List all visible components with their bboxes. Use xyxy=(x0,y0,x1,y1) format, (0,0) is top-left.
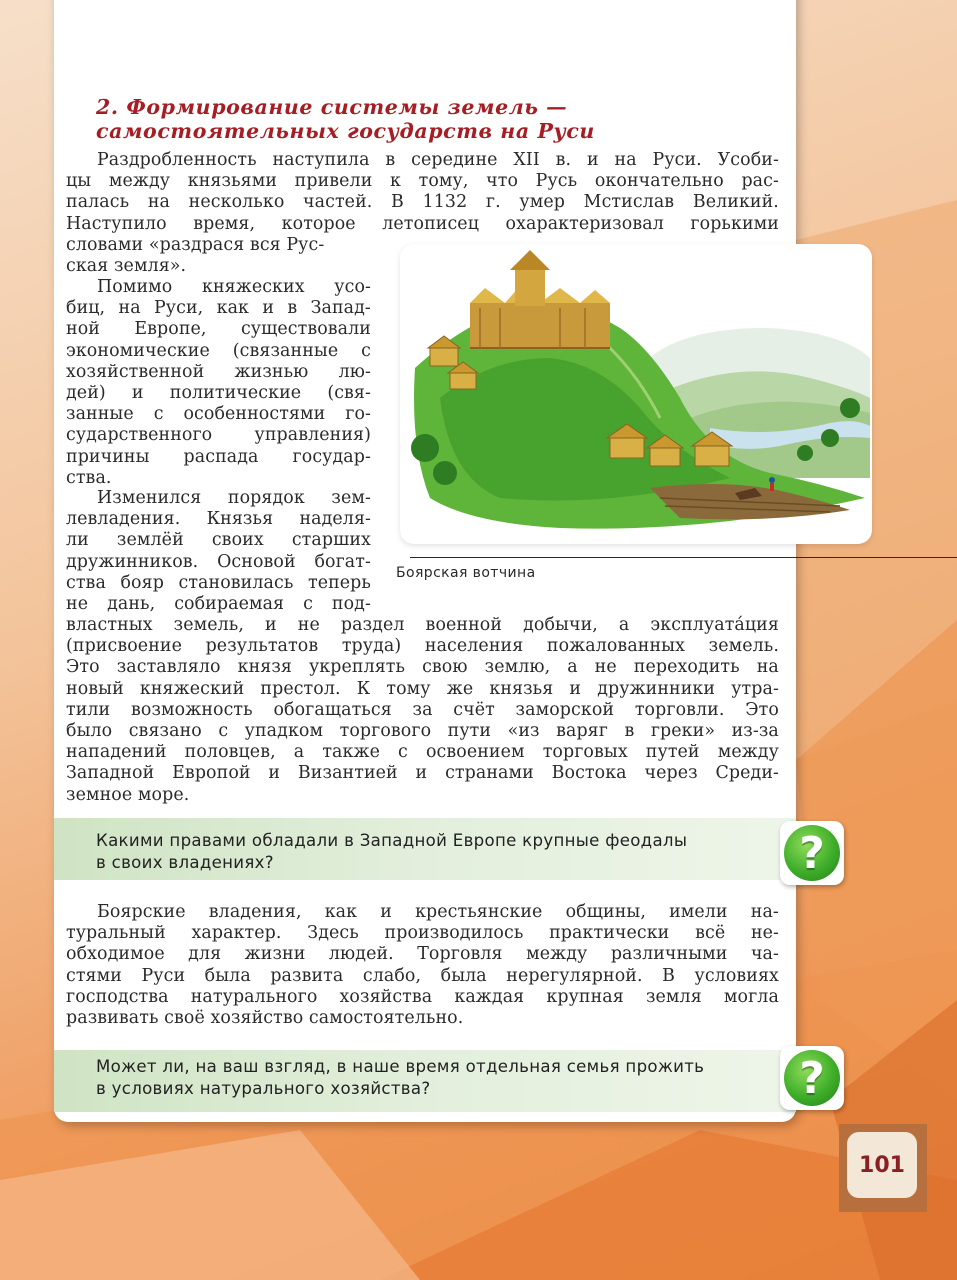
word: не- xyxy=(750,923,779,944)
word: к xyxy=(390,171,402,192)
word: рас- xyxy=(741,171,779,192)
word: владения, xyxy=(208,902,302,922)
word: которое xyxy=(281,213,356,234)
word: результатов xyxy=(205,636,319,657)
word: Мстислав xyxy=(583,192,675,213)
text-line xyxy=(66,277,371,298)
word: торгового xyxy=(339,721,432,742)
word: умер xyxy=(519,192,566,213)
word: Усоби- xyxy=(717,150,779,170)
word: а xyxy=(567,657,578,678)
word: не xyxy=(297,615,320,635)
word: привели xyxy=(294,171,373,192)
word: 1132 xyxy=(422,192,468,213)
heading-line-1: 2. Формирование системы земель — xyxy=(96,95,568,119)
question-1-line-1: Какими правами обладали в Западной Европе крупные феодалы xyxy=(96,831,688,850)
word: слабо, xyxy=(362,965,422,986)
word: в xyxy=(385,150,396,170)
text-line-content: развивать своё хозяйство самостоятельно. xyxy=(66,1008,464,1029)
word: греки» xyxy=(650,721,716,742)
heading-line-2: самостоятельных государств на Руси xyxy=(96,119,595,143)
boyar-estate-illustration xyxy=(410,248,870,538)
word: существовали xyxy=(240,319,371,340)
word: укреплять xyxy=(308,657,406,678)
word: князя xyxy=(237,657,292,678)
word: Европе, xyxy=(134,319,207,340)
word: (присвоение xyxy=(66,636,182,657)
word: наступила xyxy=(272,150,370,170)
word: общины, xyxy=(565,902,646,922)
text-line xyxy=(66,214,779,235)
word: Руси xyxy=(141,965,186,986)
word: и xyxy=(262,298,275,319)
text-line xyxy=(66,763,779,784)
paragraph-4 xyxy=(66,902,779,1029)
word: господства xyxy=(66,986,169,1007)
text-line xyxy=(66,192,779,213)
word: свою xyxy=(422,657,468,678)
text-line xyxy=(66,594,371,615)
text-line-content: словами «раздрася вся Рус- xyxy=(66,235,325,255)
word: Среди- xyxy=(715,763,779,784)
word: и xyxy=(380,902,392,922)
text-line xyxy=(66,447,371,468)
word: пожалованных xyxy=(546,636,686,657)
word: ства xyxy=(66,572,106,593)
illustration-caption: Боярская вотчина xyxy=(396,565,536,581)
word: на- xyxy=(750,902,779,922)
word: престол. xyxy=(260,678,341,699)
word: окончательно xyxy=(594,171,724,192)
word: Это xyxy=(66,657,100,678)
text-line xyxy=(66,657,779,678)
word: князьями xyxy=(187,171,278,192)
word: частей. xyxy=(303,192,373,213)
word: Востока xyxy=(551,763,627,784)
word: новый xyxy=(66,678,124,699)
word: утра- xyxy=(731,678,779,699)
word: под- xyxy=(331,594,371,615)
text-line xyxy=(66,425,371,446)
word: заморской xyxy=(515,699,615,720)
text-line xyxy=(66,679,779,700)
word: Торговля xyxy=(417,944,503,965)
text-line xyxy=(66,256,371,277)
word: земля xyxy=(645,986,702,1007)
word: как xyxy=(324,902,358,922)
text-line xyxy=(66,700,779,721)
word: а xyxy=(618,615,630,635)
word: Русь xyxy=(535,171,578,192)
word: Здесь xyxy=(307,923,359,944)
word: и xyxy=(586,150,599,170)
word: В xyxy=(391,192,404,213)
text-line xyxy=(66,150,779,171)
word: труда) xyxy=(341,636,402,657)
word: тому xyxy=(386,678,431,699)
text-line xyxy=(66,383,371,404)
word: экономические xyxy=(66,340,210,361)
word: варяг xyxy=(556,721,608,742)
word: на xyxy=(614,150,637,170)
word: эксплуатáция xyxy=(650,615,779,635)
word: Византией xyxy=(297,763,398,784)
paragraph-2 xyxy=(66,277,371,489)
word: дружинники xyxy=(597,678,716,699)
word: богат- xyxy=(314,551,371,572)
text-line xyxy=(66,530,371,551)
word: Основой xyxy=(217,551,296,572)
word: а xyxy=(293,742,305,763)
text-line xyxy=(66,944,779,965)
word: охарактеризовал xyxy=(505,213,664,234)
word: крупная xyxy=(546,986,624,1007)
word: из-за xyxy=(731,721,779,742)
word: обогащаться xyxy=(273,699,392,720)
word: также xyxy=(322,742,380,763)
word: практически xyxy=(549,923,670,944)
word: лю- xyxy=(338,361,371,382)
word: как xyxy=(216,298,250,319)
word: с xyxy=(398,742,408,763)
text-line xyxy=(66,171,779,192)
word: между xyxy=(717,742,779,763)
word: Изменился xyxy=(97,488,202,508)
word: раздел xyxy=(340,615,405,635)
word: Великий. xyxy=(692,192,779,213)
text-line xyxy=(66,468,371,489)
word: летописец xyxy=(382,213,479,234)
word: порядок xyxy=(227,488,305,508)
word: биц, xyxy=(66,298,106,319)
text-line xyxy=(66,721,779,742)
word: с xyxy=(153,404,164,425)
caption-rule xyxy=(410,557,957,558)
text-line xyxy=(66,615,779,636)
word: время, xyxy=(193,213,256,234)
text-line xyxy=(66,552,371,573)
word: для xyxy=(188,944,222,965)
word: политические xyxy=(169,383,302,404)
word: зем- xyxy=(331,488,371,508)
text-line xyxy=(66,235,371,256)
word: дань, xyxy=(107,594,156,615)
word: освоением xyxy=(425,742,525,763)
text-line xyxy=(66,488,371,509)
text-line xyxy=(66,298,371,319)
word: счёт xyxy=(453,699,495,720)
text-line xyxy=(66,319,371,340)
word: го- xyxy=(345,404,371,425)
word: в xyxy=(287,298,298,319)
word: могла xyxy=(723,986,779,1007)
word: Помимо xyxy=(97,277,173,297)
word: за xyxy=(412,699,433,720)
question-badge-1 xyxy=(780,821,844,885)
word: и xyxy=(131,383,144,404)
word: занные xyxy=(66,404,134,425)
text-line xyxy=(66,902,779,923)
question-2-text xyxy=(96,1056,704,1099)
word: переходить xyxy=(633,657,740,678)
word: натурального xyxy=(190,986,318,1007)
word: дей) xyxy=(66,383,106,404)
word: Наступило xyxy=(66,213,167,234)
word: путей xyxy=(645,742,700,763)
word: всё xyxy=(695,923,726,944)
word: середине xyxy=(411,150,498,170)
word: через xyxy=(644,763,698,784)
word: военной xyxy=(425,615,503,635)
word: старших xyxy=(291,530,371,551)
word: и xyxy=(415,763,428,784)
word: с xyxy=(361,340,371,361)
word: несколько xyxy=(188,192,285,213)
word: было xyxy=(66,721,113,742)
word: населения xyxy=(424,636,524,657)
word: распада xyxy=(183,446,259,467)
word: производилось xyxy=(384,923,524,944)
word: земель, xyxy=(173,615,244,635)
paragraph-3-narrow xyxy=(66,488,371,615)
word: управления) xyxy=(254,425,371,446)
word: землю, xyxy=(484,657,551,678)
text-line-content: ская земля». xyxy=(66,256,187,277)
word: хозяйственной xyxy=(66,361,205,382)
word: сударственного xyxy=(66,425,213,446)
word: крестьянские xyxy=(415,902,543,922)
paragraph-3-full xyxy=(66,615,779,806)
word: различными xyxy=(610,944,728,965)
word: упадком xyxy=(244,721,324,742)
word: XII xyxy=(513,150,540,170)
question-1-text xyxy=(96,830,687,873)
word: княжеских xyxy=(202,277,305,297)
word: Боярские xyxy=(97,902,186,922)
word: палась xyxy=(66,192,130,213)
word: «из xyxy=(507,721,540,742)
text-line xyxy=(66,636,779,657)
text-line-content: земное море. xyxy=(66,784,190,805)
word: ча- xyxy=(750,944,779,965)
word: не xyxy=(594,657,617,678)
word: людей. xyxy=(328,944,394,965)
word: г. xyxy=(485,192,501,213)
question-1-line-2: в своих владениях? xyxy=(96,852,274,872)
word: Руси. xyxy=(652,150,702,170)
word: что xyxy=(486,171,519,192)
word: между xyxy=(526,944,588,965)
word: Западной xyxy=(66,763,155,784)
word: пути xyxy=(447,721,492,742)
word: государ- xyxy=(292,446,371,467)
word: тили xyxy=(66,699,111,720)
text-line xyxy=(66,742,779,763)
word: княжеский xyxy=(139,678,245,699)
word: добычи, xyxy=(523,615,598,635)
word: усо- xyxy=(334,277,371,297)
word: властных xyxy=(66,615,153,635)
page-number: 101 xyxy=(847,1132,917,1198)
word: возможность xyxy=(130,699,253,720)
word: дружинников. xyxy=(66,551,199,572)
text-line xyxy=(66,1008,779,1029)
word: ли xyxy=(66,530,89,551)
word: торговых xyxy=(542,742,628,763)
word: наделя- xyxy=(299,509,371,530)
word: нападений xyxy=(66,742,167,763)
word: цы xyxy=(66,171,92,192)
text-line xyxy=(66,573,371,594)
question-mark-icon: ? xyxy=(784,1050,840,1106)
word: стями xyxy=(66,965,122,986)
word: бояр xyxy=(120,572,164,593)
word: торговли. xyxy=(634,699,725,720)
word: тому, xyxy=(418,171,469,192)
word: левладения. xyxy=(66,509,181,530)
word: жизни xyxy=(244,944,306,965)
word: собираемая xyxy=(174,594,285,615)
word: земель. xyxy=(708,636,779,657)
word: в. xyxy=(555,150,572,170)
word: странами xyxy=(445,763,534,784)
word: обходимое xyxy=(66,944,165,965)
question-2-line-2: в условиях натурального хозяйства? xyxy=(96,1078,431,1098)
word: причины xyxy=(66,446,150,467)
word: особенностями xyxy=(183,404,326,425)
word: Европой xyxy=(172,763,251,784)
text-line xyxy=(66,785,779,806)
word: хозяйства xyxy=(339,986,433,1007)
word: теперь xyxy=(307,572,371,593)
text-line-content: ства. xyxy=(66,467,112,488)
paragraph-1-narrow xyxy=(66,235,371,277)
word: жизнью xyxy=(234,361,309,382)
word: развита xyxy=(270,965,344,986)
text-line xyxy=(66,923,779,944)
word: заставляло xyxy=(116,657,221,678)
word: и xyxy=(265,615,277,635)
question-2-line-1: Может ли, на ваш взгляд, в наше время отдельная семья прожить xyxy=(96,1057,705,1076)
text-line xyxy=(66,966,779,987)
word: каждая xyxy=(454,986,525,1007)
word: князья xyxy=(489,678,554,699)
word: условиях xyxy=(694,965,779,986)
word: имели xyxy=(669,902,728,922)
page-number-box xyxy=(839,1124,927,1212)
text-line xyxy=(66,341,371,362)
word: и xyxy=(569,678,582,699)
text-line xyxy=(66,509,371,530)
question-mark-icon: ? xyxy=(784,825,840,881)
word: с xyxy=(303,594,313,615)
word: была xyxy=(204,965,251,986)
word: связано xyxy=(128,721,202,742)
question-badge-2 xyxy=(780,1046,844,1110)
word: Раздробленность xyxy=(97,150,257,170)
word: Руси, xyxy=(153,298,204,319)
word: на xyxy=(756,657,779,678)
text-line xyxy=(66,987,779,1008)
word: же xyxy=(446,678,474,699)
word: с xyxy=(218,721,229,742)
word: В xyxy=(662,965,675,986)
word: в xyxy=(624,721,635,742)
word: Князья xyxy=(206,509,274,530)
word: Это xyxy=(745,699,779,720)
word: нерегулярной. xyxy=(506,965,643,986)
word: половцев, xyxy=(184,742,276,763)
word: не xyxy=(66,594,89,615)
word: характер. xyxy=(191,923,282,944)
word: была xyxy=(440,965,487,986)
word: горькими xyxy=(690,213,779,234)
word: становилась xyxy=(178,572,294,593)
word: туральный xyxy=(66,923,166,944)
word: (свя- xyxy=(327,383,371,404)
word: (связанные xyxy=(232,340,339,361)
word: между xyxy=(108,171,171,192)
text-line xyxy=(66,404,371,425)
word: своих xyxy=(211,530,264,551)
word: ной xyxy=(66,319,100,340)
word: на xyxy=(118,298,141,319)
word: К xyxy=(356,678,371,699)
word: землёй xyxy=(116,530,184,551)
text-line xyxy=(66,362,371,383)
word: Запад- xyxy=(310,298,371,319)
section-heading xyxy=(96,95,776,143)
word: и xyxy=(268,763,281,784)
word: на xyxy=(147,192,171,213)
paragraph-1-full xyxy=(66,150,779,235)
